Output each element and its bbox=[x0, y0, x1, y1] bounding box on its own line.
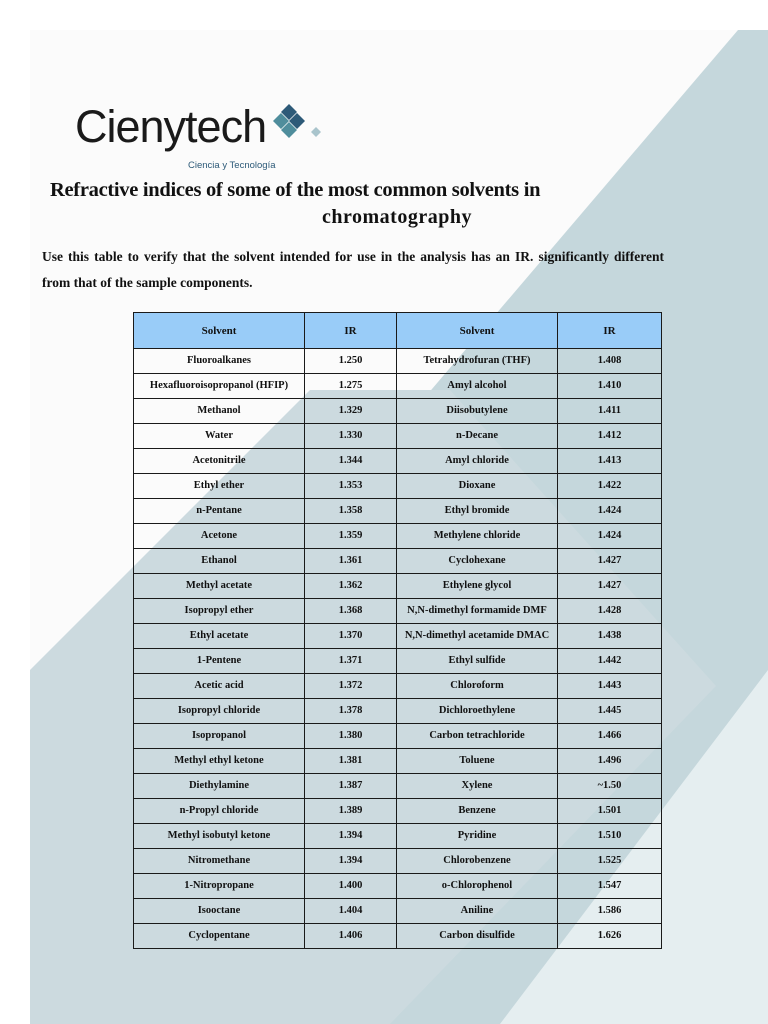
ir-right-cell: 1.501 bbox=[558, 799, 662, 824]
brand-tagline: Ciencia y Tecnología bbox=[188, 160, 276, 171]
ir-right-cell: 1.525 bbox=[558, 849, 662, 874]
header-ir-left: IR bbox=[305, 313, 397, 349]
ir-right-cell: 1.410 bbox=[558, 374, 662, 399]
table-row bbox=[134, 824, 662, 849]
ir-right-cell: 1.626 bbox=[558, 924, 662, 949]
solvent-left-cell: Water bbox=[134, 424, 305, 449]
solvent-left-cell: Acetone bbox=[134, 524, 305, 549]
solvent-right-cell: Chloroform bbox=[397, 674, 558, 699]
ir-right-cell: 1.424 bbox=[558, 524, 662, 549]
table-row bbox=[134, 649, 662, 674]
table-row bbox=[134, 624, 662, 649]
solvent-left-cell: Methyl acetate bbox=[134, 574, 305, 599]
ir-right-cell: 1.547 bbox=[558, 874, 662, 899]
page-title-continuation: chromatography bbox=[322, 206, 472, 228]
solvent-right-cell: Tetrahydrofuran (THF) bbox=[397, 349, 558, 374]
ir-left-cell: 1.359 bbox=[305, 524, 397, 549]
ir-right-cell: 1.424 bbox=[558, 499, 662, 524]
ir-left-cell: 1.378 bbox=[305, 699, 397, 724]
ir-left-cell: 1.372 bbox=[305, 674, 397, 699]
table-row bbox=[134, 849, 662, 874]
solvent-right-cell: o-Chlorophenol bbox=[397, 874, 558, 899]
ir-right-cell: 1.411 bbox=[558, 399, 662, 424]
solvent-right-cell: N,N-dimethyl acetamide DMAC bbox=[397, 624, 558, 649]
solvent-left-cell: n-Pentane bbox=[134, 499, 305, 524]
ir-right-cell: 1.412 bbox=[558, 424, 662, 449]
ir-left-cell: 1.381 bbox=[305, 749, 397, 774]
solvent-left-cell: Isooctane bbox=[134, 899, 305, 924]
table-row bbox=[134, 924, 662, 949]
ir-left-cell: 1.380 bbox=[305, 724, 397, 749]
ir-right-cell: 1.438 bbox=[558, 624, 662, 649]
ir-right-cell: 1.496 bbox=[558, 749, 662, 774]
ir-left-cell: 1.404 bbox=[305, 899, 397, 924]
table-row bbox=[134, 749, 662, 774]
solvent-left-cell: Methanol bbox=[134, 399, 305, 424]
solvent-right-cell: Pyridine bbox=[397, 824, 558, 849]
solvent-right-cell: Toluene bbox=[397, 749, 558, 774]
ir-left-cell: 1.353 bbox=[305, 474, 397, 499]
table-row bbox=[134, 774, 662, 799]
ir-left-cell: 1.362 bbox=[305, 574, 397, 599]
brand-name: Cienytech bbox=[75, 101, 267, 152]
solvent-left-cell: Acetonitrile bbox=[134, 449, 305, 474]
ir-right-cell: 1.443 bbox=[558, 674, 662, 699]
table-row bbox=[134, 899, 662, 924]
solvent-left-cell: 1-Nitropropane bbox=[134, 874, 305, 899]
solvent-right-cell: Diisobutylene bbox=[397, 399, 558, 424]
refractive-index-table bbox=[133, 312, 662, 949]
ir-left-cell: 1.394 bbox=[305, 849, 397, 874]
ir-right-cell: 1.466 bbox=[558, 724, 662, 749]
table-row bbox=[134, 424, 662, 449]
ir-right-cell: 1.586 bbox=[558, 899, 662, 924]
solvent-right-cell: Methylene chloride bbox=[397, 524, 558, 549]
solvent-left-cell: Ethyl ether bbox=[134, 474, 305, 499]
ir-left-cell: 1.275 bbox=[305, 374, 397, 399]
header-ir-right: IR bbox=[558, 313, 662, 349]
solvent-left-cell: Methyl isobutyl ketone bbox=[134, 824, 305, 849]
solvent-right-cell: Amyl chloride bbox=[397, 449, 558, 474]
table-row bbox=[134, 524, 662, 549]
header-solvent-left: Solvent bbox=[134, 313, 305, 349]
table-row bbox=[134, 374, 662, 399]
solvent-right-cell: Dichloroethylene bbox=[397, 699, 558, 724]
ir-left-cell: 1.406 bbox=[305, 924, 397, 949]
solvent-right-cell: Carbon disulfide bbox=[397, 924, 558, 949]
table-row bbox=[134, 349, 662, 374]
ir-right-cell: 1.422 bbox=[558, 474, 662, 499]
ir-left-cell: 1.329 bbox=[305, 399, 397, 424]
table-row bbox=[134, 874, 662, 899]
solvent-left-cell: Ethanol bbox=[134, 549, 305, 574]
table-row bbox=[134, 574, 662, 599]
table-row bbox=[134, 799, 662, 824]
ir-left-cell: 1.361 bbox=[305, 549, 397, 574]
solvent-right-cell: N,N-dimethyl formamide DMF bbox=[397, 599, 558, 624]
ir-right-cell: ~1.50 bbox=[558, 774, 662, 799]
ir-left-cell: 1.358 bbox=[305, 499, 397, 524]
ir-right-cell: 1.428 bbox=[558, 599, 662, 624]
solvent-left-cell: Isopropanol bbox=[134, 724, 305, 749]
intro-paragraph: Use this table to verify that the solvent intended for use in the analysis has an IR. significantly different from that of the sample components. bbox=[42, 249, 664, 290]
solvent-left-cell: Methyl ethyl ketone bbox=[134, 749, 305, 774]
ir-left-cell: 1.330 bbox=[305, 424, 397, 449]
ir-left-cell: 1.370 bbox=[305, 624, 397, 649]
solvent-right-cell: Carbon tetrachloride bbox=[397, 724, 558, 749]
solvent-left-cell: 1-Pentene bbox=[134, 649, 305, 674]
table-row bbox=[134, 474, 662, 499]
table-row bbox=[134, 699, 662, 724]
solvent-right-cell: Ethyl sulfide bbox=[397, 649, 558, 674]
ir-left-cell: 1.400 bbox=[305, 874, 397, 899]
ir-right-cell: 1.427 bbox=[558, 549, 662, 574]
solvent-right-cell: Benzene bbox=[397, 799, 558, 824]
page-title: Refractive indices of some of the most common solvents in bbox=[50, 179, 541, 201]
ir-right-cell: 1.442 bbox=[558, 649, 662, 674]
solvent-right-cell: Aniline bbox=[397, 899, 558, 924]
solvent-left-cell: Isopropyl ether bbox=[134, 599, 305, 624]
table-row bbox=[134, 674, 662, 699]
ir-left-cell: 1.368 bbox=[305, 599, 397, 624]
solvent-right-cell: Dioxane bbox=[397, 474, 558, 499]
logo-diamond-icon bbox=[271, 104, 335, 144]
ir-right-cell: 1.408 bbox=[558, 349, 662, 374]
table-row bbox=[134, 549, 662, 574]
header-solvent-right: Solvent bbox=[397, 313, 558, 349]
ir-left-cell: 1.250 bbox=[305, 349, 397, 374]
table-header-row bbox=[134, 313, 662, 349]
solvent-left-cell: Isopropyl chloride bbox=[134, 699, 305, 724]
ir-right-cell: 1.510 bbox=[558, 824, 662, 849]
solvent-left-cell: Fluoroalkanes bbox=[134, 349, 305, 374]
solvent-left-cell: Cyclopentane bbox=[134, 924, 305, 949]
solvent-left-cell: Diethylamine bbox=[134, 774, 305, 799]
solvent-right-cell: Cyclohexane bbox=[397, 549, 558, 574]
ir-right-cell: 1.445 bbox=[558, 699, 662, 724]
solvent-right-cell: Amyl alcohol bbox=[397, 374, 558, 399]
solvent-right-cell: Chlorobenzene bbox=[397, 849, 558, 874]
table-row bbox=[134, 449, 662, 474]
solvent-right-cell: Ethyl bromide bbox=[397, 499, 558, 524]
table-row bbox=[134, 499, 662, 524]
solvent-left-cell: Nitromethane bbox=[134, 849, 305, 874]
solvent-left-cell: Ethyl acetate bbox=[134, 624, 305, 649]
solvent-left-cell: Hexafluoroisopropanol (HFIP) bbox=[134, 374, 305, 399]
solvent-left-cell: n-Propyl chloride bbox=[134, 799, 305, 824]
ir-right-cell: 1.413 bbox=[558, 449, 662, 474]
ir-left-cell: 1.387 bbox=[305, 774, 397, 799]
table-row bbox=[134, 724, 662, 749]
document-page bbox=[30, 30, 768, 1024]
solvent-right-cell: Ethylene glycol bbox=[397, 574, 558, 599]
ir-left-cell: 1.394 bbox=[305, 824, 397, 849]
solvent-right-cell: n-Decane bbox=[397, 424, 558, 449]
ir-right-cell: 1.427 bbox=[558, 574, 662, 599]
table-row bbox=[134, 599, 662, 624]
ir-left-cell: 1.371 bbox=[305, 649, 397, 674]
table-body bbox=[134, 349, 662, 949]
table-row bbox=[134, 399, 662, 424]
solvent-left-cell: Acetic acid bbox=[134, 674, 305, 699]
ir-left-cell: 1.344 bbox=[305, 449, 397, 474]
ir-left-cell: 1.389 bbox=[305, 799, 397, 824]
solvent-right-cell: Xylene bbox=[397, 774, 558, 799]
